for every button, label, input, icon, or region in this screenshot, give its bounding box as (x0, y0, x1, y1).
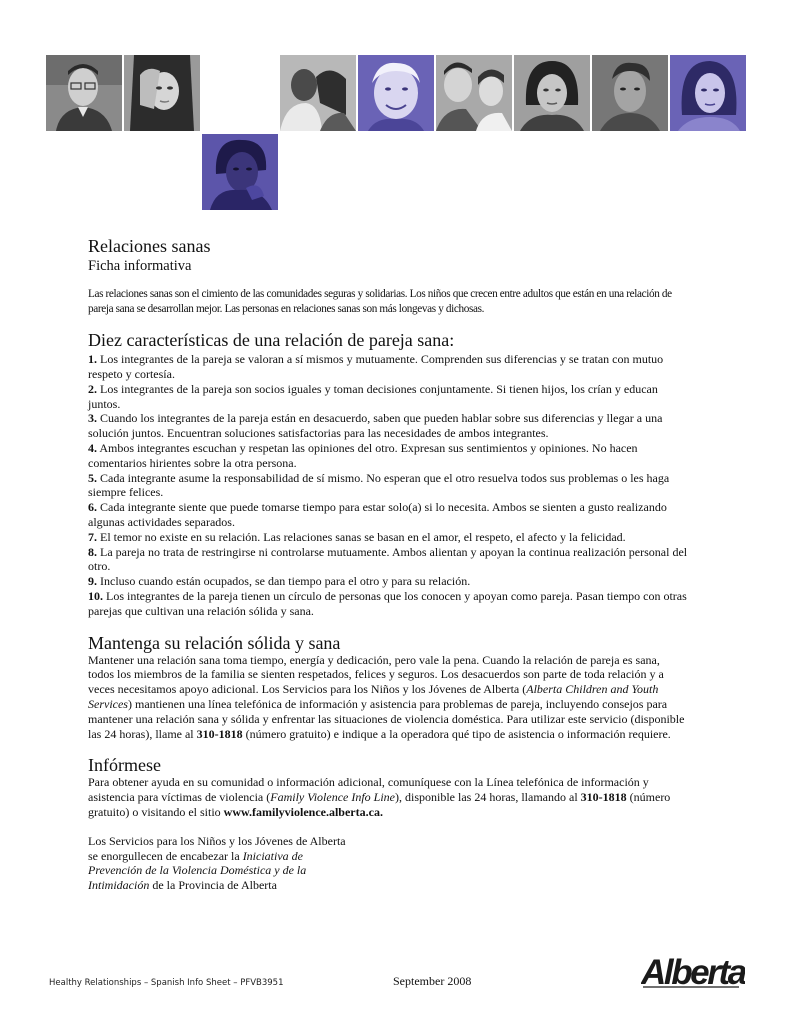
section-characteristics (88, 330, 688, 618)
list-item: 10. Los integrantes de la pareja tienen un círculo de personas que los conocen y apoyan como pareja. Pasan tiempo con otras parejas que cultivan una relación sólida y sana. (88, 588, 687, 618)
inform-paragraph: Para obtener ayuda en su comunidad o información adicional, comuníquese con la Línea telefónica de información y asistencia para víctimas de violencia (Family Violence Info Line), disponible las 24 horas, llamando al 310-1818 (número gratuito) o visitando el sitio www.familyviolence.alberta.ca. (88, 775, 671, 819)
intro-paragraph: Las relaciones sanas son el cimiento de las comunidades seguras y solidarias. Los niños que crecen entre adultos que están en una relación de pareja sana se desarrollan mejor. Las personas en relaciones sanas son más longevas y dichosas. (88, 288, 672, 315)
list-item: 7. El temor no existe en su relación. Las relaciones sanas se basan en el amor, el respeto, el afecto y la felicidad. (88, 529, 626, 544)
characteristics-list (88, 352, 688, 618)
website-link[interactable]: www.familyviolence.alberta.ca. (223, 804, 383, 819)
section-heading-maintain: Mantenga su relación sólida y sana (88, 632, 341, 653)
section-maintain (88, 633, 688, 742)
photo-couple (280, 55, 356, 131)
phone-number: 310-1818 (196, 726, 243, 741)
photo-woman-thoughtful (202, 134, 278, 210)
section-heading-inform: Infórmese (88, 755, 161, 776)
list-item: 3. Cuando los integrantes de la pareja están en desacuerdo, saben que pueden hablar sobre sus diferencias y llegar a una solución juntos. Encuentran soluciones satisfactorias para las necesidades de ambos integrantes. (88, 411, 663, 441)
list-item: 1. Los integrantes de la pareja se valoran a sí mismos y mutuamente. Comprenden sus diferencias y se tratan con mutuo respeto y cortesía. (88, 352, 664, 381)
photo-woman-hand-face (124, 55, 200, 131)
footer-doc-id: Healthy Relationships – Spanish Info Sheet – PFVB3951 (49, 978, 284, 988)
photo-man-glasses (46, 55, 122, 131)
list-item: 8. La pareja no trata de restringirse ni controlarse mutuamente. Ambos alientan y apoyan la continua realización personal del otro. (88, 544, 688, 574)
phone-number: 310-1818 (580, 790, 627, 805)
list-item: 2. Los integrantes de la pareja son socios iguales y toman decisiones conjuntamente. Si tienen hijos, los crían y educan juntos. (88, 381, 658, 411)
maintain-paragraph: Mantener una relación sana toma tiempo, energía y dedicación, pero vale la pena. Cuando la relación de pareja es sana, todos los miembros de la familia se sienten respetados, felices y seguros. Los desacuerdos son parte de toda relación y a veces necesitamos apoyo adicional. Los Servicios para los Niños y los Jóvenes de Alberta (Alberta Children and Youth Services) mantienen una línea telefónica de información y asistencia para problemas de pareja, incluyendo consejos para mantener una relación sana y sólida y enfrentar las situaciones de violencia doméstica. Para utilizar este servicio (disponible las 24 horas), llame al 310-1818 (número gratuito) e indique a la operadora qué tipo de asistencia o información requiere. (88, 652, 685, 741)
photo-girl (670, 55, 746, 131)
section-inform (88, 755, 688, 819)
photo-woman-dark-hair (514, 55, 590, 131)
page-title: Relaciones sanas (88, 236, 211, 256)
page-subtitle: Ficha informativa (88, 258, 192, 274)
footer-date: September 2008 (393, 974, 472, 988)
photo-father-daughter (436, 55, 512, 131)
list-item: 4. Ambos integrantes escuchan y respetan las opiniones del otro. Expresan sus sentimientos y opiniones. No hacen comentarios hirientes sobre la otra persona. (88, 440, 638, 470)
closing-paragraph: Los Servicios para los Niños y los Jóvenes de Alberta se enorgullecen de encabezar la Iniciativa de Prevención de la Violencia Doméstica y de la Intimidación de la Provincia de Alberta (88, 833, 346, 893)
photo-elderly-woman (358, 55, 434, 131)
photo-young-man (592, 55, 668, 131)
main-content (88, 236, 688, 905)
photo-strip (0, 0, 791, 215)
list-item: 6. Cada integrante siente que puede tomarse tiempo para estar solo(a) si lo necesita. Ambos se sienten a gusto realizando algunas actividades separados. (88, 500, 667, 529)
svg-text:Alberta: Alberta (641, 953, 745, 990)
list-item: 5. Cada integrante asume la responsabilidad de sí mismo. No esperan que el otro resuelva todos sus problemas o les haga siempre felices. (88, 470, 670, 500)
section-heading-characteristics: Diez características de una relación de pareja sana: (88, 330, 455, 351)
list-item: 9. Incluso cuando están ocupados, se dan tiempo para el otro y para su relación. (88, 574, 471, 589)
alberta-logo (641, 948, 745, 990)
